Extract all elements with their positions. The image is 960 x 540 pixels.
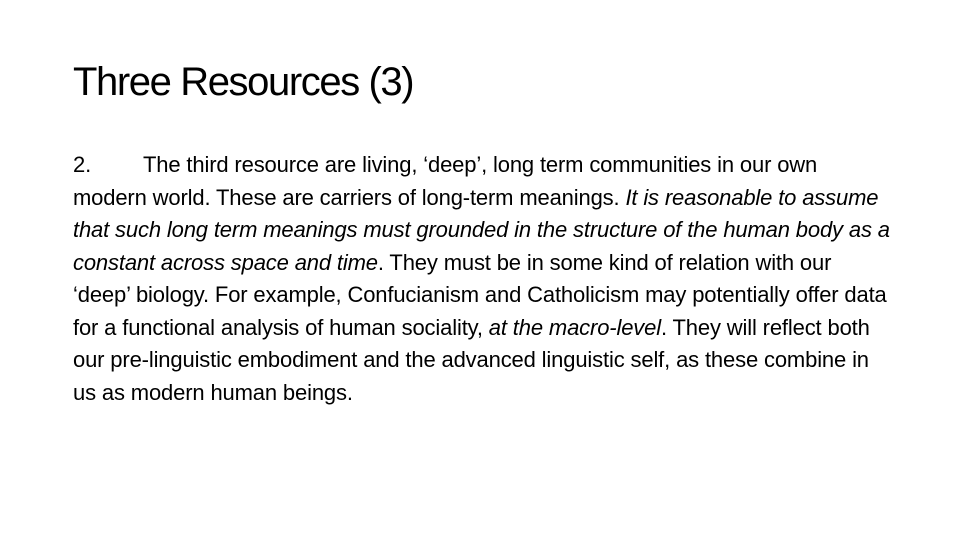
paragraph-text-part-1: The third resource are living, ‘deep’, long term communities in our own modern world. These are carriers of long-term meanings. bbox=[73, 152, 818, 210]
body-paragraph bbox=[73, 149, 893, 409]
paragraph-italic-part-1: It is reasonable to assume that such long term meanings must grounded in the structure of the human body as a constant across space and time bbox=[73, 184, 890, 275]
slide-title: Three Resources (3) bbox=[73, 60, 414, 104]
paragraph-text-part-3: . They will reflect both our pre-linguistic embodiment and the advanced linguistic self, as these combine in us as modern human beings. bbox=[73, 314, 870, 405]
paragraph-text-part-2: . They must be in some kind of relation with our ‘deep’ biology. For example, Confucianism and Catholicism may potentially offer data for a functional analysis of human sociality, bbox=[73, 249, 887, 340]
paragraph-italic-part-2: at the macro-level bbox=[488, 314, 661, 340]
list-number: 2. bbox=[73, 152, 92, 177]
